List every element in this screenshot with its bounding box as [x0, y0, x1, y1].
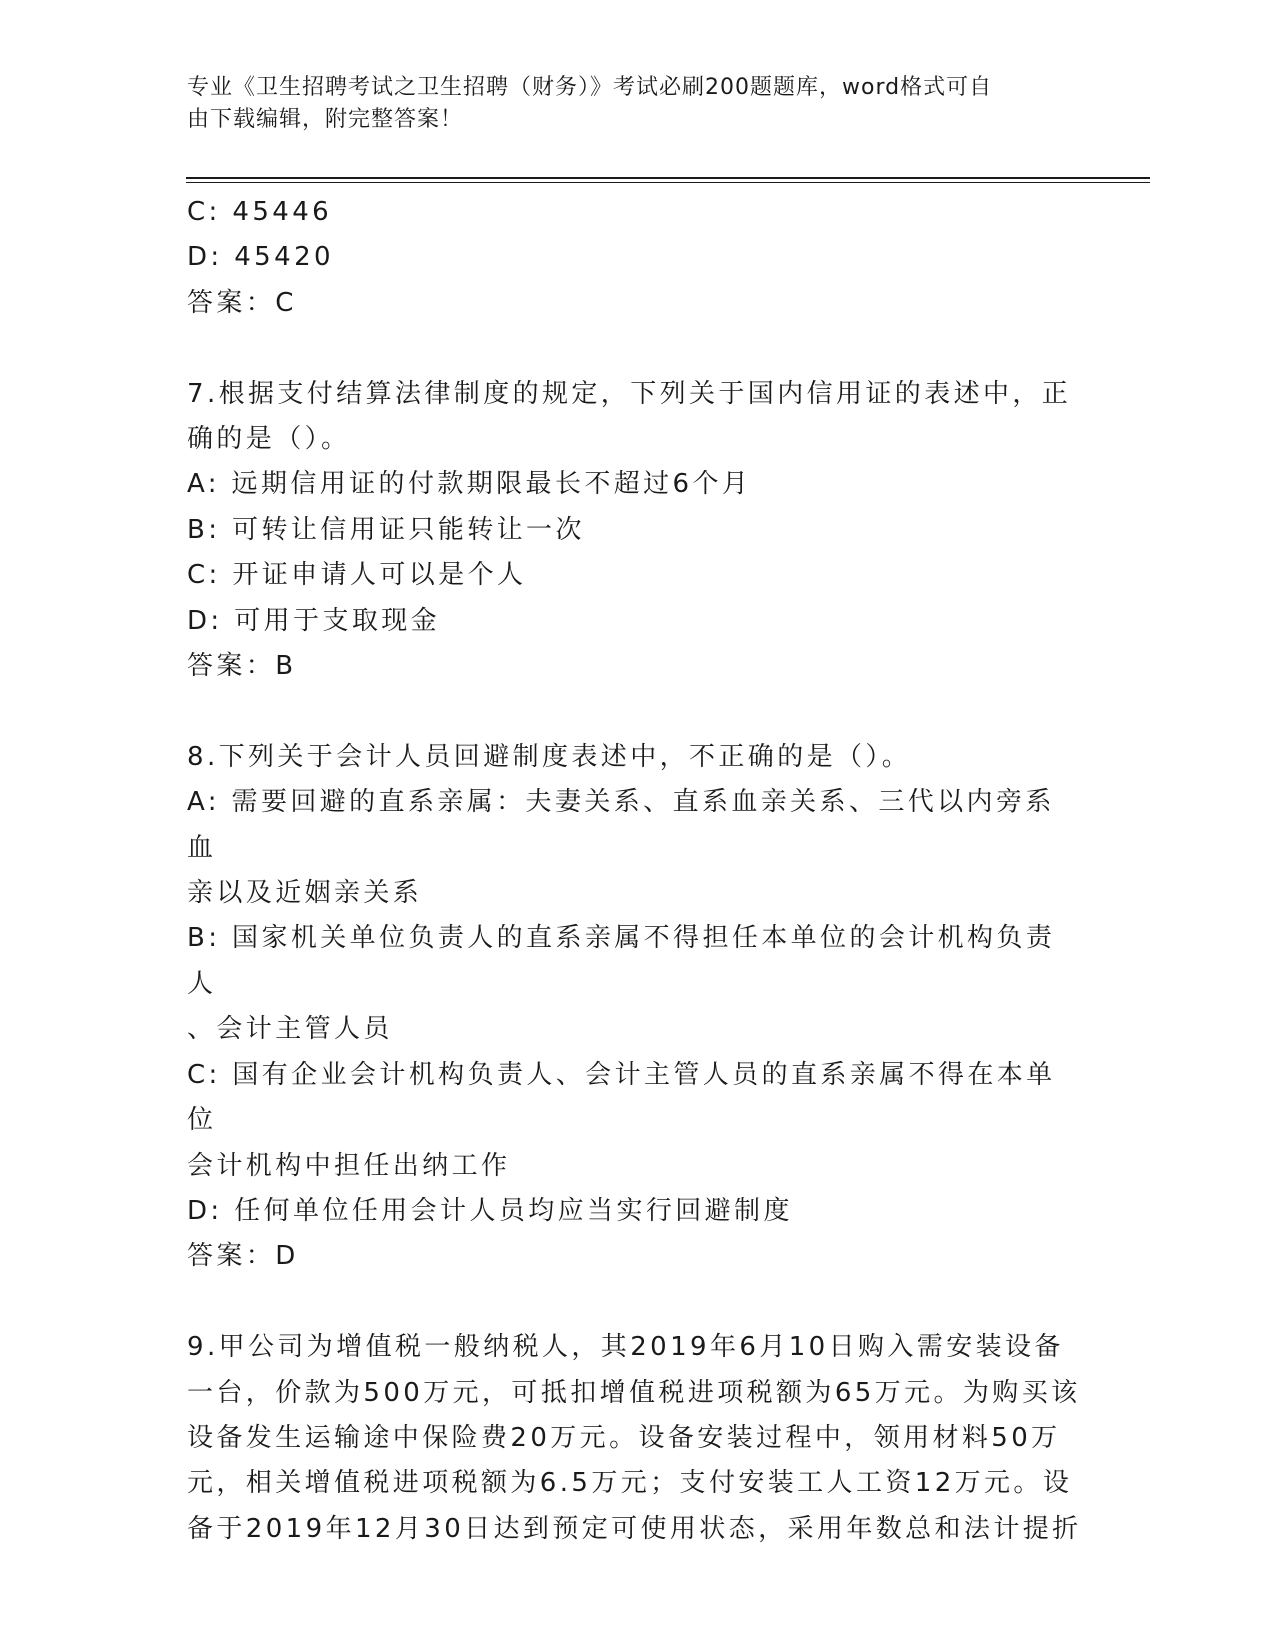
- option-d: D: 可用于支取现金: [187, 605, 441, 636]
- question-7: [187, 372, 1082, 690]
- option-b-cont: 、会计主管人员: [187, 1014, 393, 1045]
- option-c-cont: 会计机构中担任出纳工作: [187, 1150, 511, 1181]
- page-header: [187, 72, 1067, 136]
- option-b: B: 国家机关单位负责人的直系亲属不得担任本单位的会计机构负责人: [187, 923, 1056, 999]
- header-divider-thin: [186, 182, 1150, 183]
- spacer: [187, 326, 1082, 371]
- question-stem-cont: 元，相关增值税进项税额为6.5万元；支付安装工人工资12万元。设: [187, 1468, 1073, 1499]
- question-stem: 8.下列关于会计人员回避制度表述中，不正确的是（）。: [187, 741, 912, 772]
- spacer: [187, 1280, 1082, 1325]
- option-a: A: 远期信用证的付款期限最长不超过6个月: [187, 469, 752, 500]
- question-8: [187, 735, 1082, 1280]
- option-d: D: 任何单位任用会计人员均应当实行回避制度: [187, 1195, 793, 1226]
- option-a: A: 需要回避的直系亲属：夫妻关系、直系血亲关系、三代以内旁系血: [187, 787, 1055, 863]
- header-divider-thick: [186, 177, 1150, 179]
- answer-line: 答案：C: [187, 287, 297, 318]
- question-9: [187, 1325, 1082, 1552]
- option-c: C: 开证申请人可以是个人: [187, 560, 527, 591]
- question-6-tail: [187, 190, 1082, 326]
- answer-line: 答案：B: [187, 651, 297, 682]
- option-b: B: 可转让信用证只能转让一次: [187, 514, 585, 545]
- question-stem-cont: 设备发生运输途中保险费20万元。设备安装过程中，领用材料50万: [187, 1422, 1061, 1453]
- header-line-1: 专业《卫生招聘考试之卫生招聘（财务）》考试必刷200题题库，word格式可自: [187, 75, 993, 100]
- question-stem: 9.甲公司为增值税一般纳税人，其2019年6月10日购入需安装设备: [187, 1332, 1064, 1363]
- question-stem-cont: 确的是（）。: [187, 424, 351, 455]
- option-a-cont: 亲以及近姻亲关系: [187, 878, 423, 909]
- answer-line: 答案：D: [187, 1241, 299, 1272]
- option-d: D: 45420: [187, 242, 334, 273]
- document-body: [187, 190, 1082, 1552]
- option-c: C: 国有企业会计机构负责人、会计主管人员的直系亲属不得在本单位: [187, 1059, 1056, 1136]
- question-stem-cont: 备于2019年12月30日达到预定可使用状态，采用年数总和法计提折: [187, 1513, 1082, 1544]
- question-stem-cont: 一台，价款为500万元，可抵扣增值税进项税额为65万元。为购买该: [187, 1377, 1081, 1408]
- option-c: C: 45446: [187, 197, 333, 227]
- spacer: [187, 689, 1082, 734]
- question-stem: 7.根据支付结算法律制度的规定，下列关于国内信用证的表述中，正: [187, 378, 1072, 409]
- header-line-2: 由下载编辑，附完整答案！: [187, 107, 464, 132]
